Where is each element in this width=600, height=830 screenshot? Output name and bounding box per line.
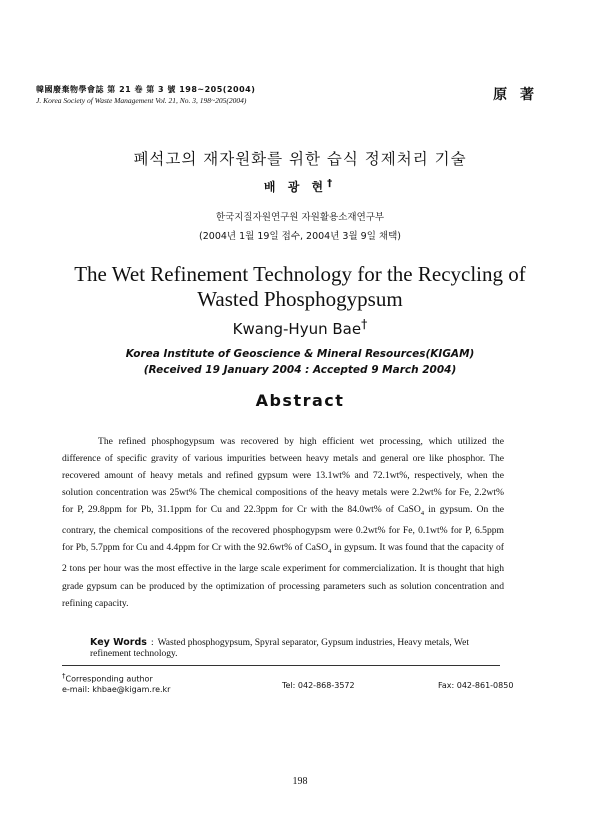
footnote-divider bbox=[62, 665, 500, 666]
abstract-text-part-3: in gypsum. It was found that the capacity of 2 tons per hour was the most effective in the large scale experiment for commercialization. It is thought that high grade gypsum can be produced by the optimization of processing parameters such as solution concentration and refining capacity. bbox=[62, 542, 504, 609]
corresponding-author-mark: † bbox=[361, 316, 368, 331]
footnote-label: Corresponding author bbox=[65, 674, 153, 684]
korean-author bbox=[0, 178, 600, 195]
abstract-text-part-2: in gypsum. On the contrary, the chemical compositions of the recovered phosphogypsm were 0.2wt% for Fe, 0.1wt% for P, 6.5ppm for Pb, 5.7ppm for Cu and 4.4ppm for Cr with the 92.6wt% of CaSO bbox=[62, 504, 504, 554]
english-dates: (Received 19 January 2004 : Accepted 9 March 2004) bbox=[143, 364, 457, 376]
footnote-email: e-mail: khbae@kigam.re.kr bbox=[62, 684, 171, 694]
abstract-body bbox=[62, 433, 504, 612]
english-affiliation: Korea Institute of Geoscience & Mineral Resources(KIGAM) bbox=[125, 348, 475, 360]
keywords-block bbox=[90, 637, 510, 660]
footnote-mark: † bbox=[62, 672, 66, 680]
footnote-author-line bbox=[62, 671, 170, 685]
korean-dates: (2004년 1월 19일 접수, 2004년 3월 9일 채택) bbox=[199, 231, 401, 242]
keywords-label: Key Words bbox=[90, 637, 147, 648]
article-type-label: 原 著 bbox=[493, 87, 538, 103]
abstract-heading: Abstract bbox=[255, 391, 345, 410]
abstract-subscript-2: 4 bbox=[328, 548, 332, 556]
korean-author-name: 배 광 현 bbox=[263, 180, 328, 194]
journal-citation bbox=[36, 84, 255, 106]
english-author-name: Kwang-Hyun Bae bbox=[232, 320, 362, 338]
abstract-subscript-1: 4 bbox=[420, 510, 425, 518]
english-affiliation-block bbox=[0, 346, 600, 378]
keywords-text: Wasted phosphogypsum, Spyral separator, Gypsum industries, Heavy metals, Wet refinement technology. bbox=[90, 638, 469, 659]
korean-affiliation: 한국지질자원연구원 자원활용소재연구부 bbox=[215, 212, 385, 223]
corresponding-author-mark: † bbox=[327, 178, 337, 189]
english-title: The Wet Refinement Technology for the Recycling of Wasted Phosphogypsum bbox=[74, 262, 526, 311]
footnote bbox=[62, 671, 170, 695]
footnote-tel: Tel: 042-868-3572 bbox=[282, 681, 355, 690]
korean-title: 폐석고의 재자원화를 위한 습식 정제처리 기술 bbox=[133, 150, 467, 168]
journal-citation-korean: 韓國廢棄物學會誌 第 21 卷 第 3 號 198~205(2004) bbox=[36, 85, 256, 94]
footnote-fax: Fax: 042-861-0850 bbox=[438, 681, 514, 690]
english-author bbox=[0, 316, 600, 338]
journal-citation-english: J. Korea Society of Waste Management Vol. 21, No. 3, 198~205(2004) bbox=[36, 96, 247, 105]
abstract-text-part-1: The refined phosphogypsum was recovered by high efficient wet processing, which utilized the difference of specific gravity of various impurities between heavy metals and general ore like phosphor. The recovered amount of heavy metals and refined gypsum were 13.1wt% and 72.1wt%, respectively, when the solution concentration was 25wt% The chemical compositions of the heavy metals were 2.2wt% for Fe, 2.2wt% for P, 29.8ppm for Pb, 31.1ppm for Cu and 22.3ppm for Cr with the 84.0wt% of CaSO bbox=[62, 436, 504, 516]
page-number: 198 bbox=[292, 776, 308, 787]
keywords-separator: : bbox=[150, 638, 154, 648]
